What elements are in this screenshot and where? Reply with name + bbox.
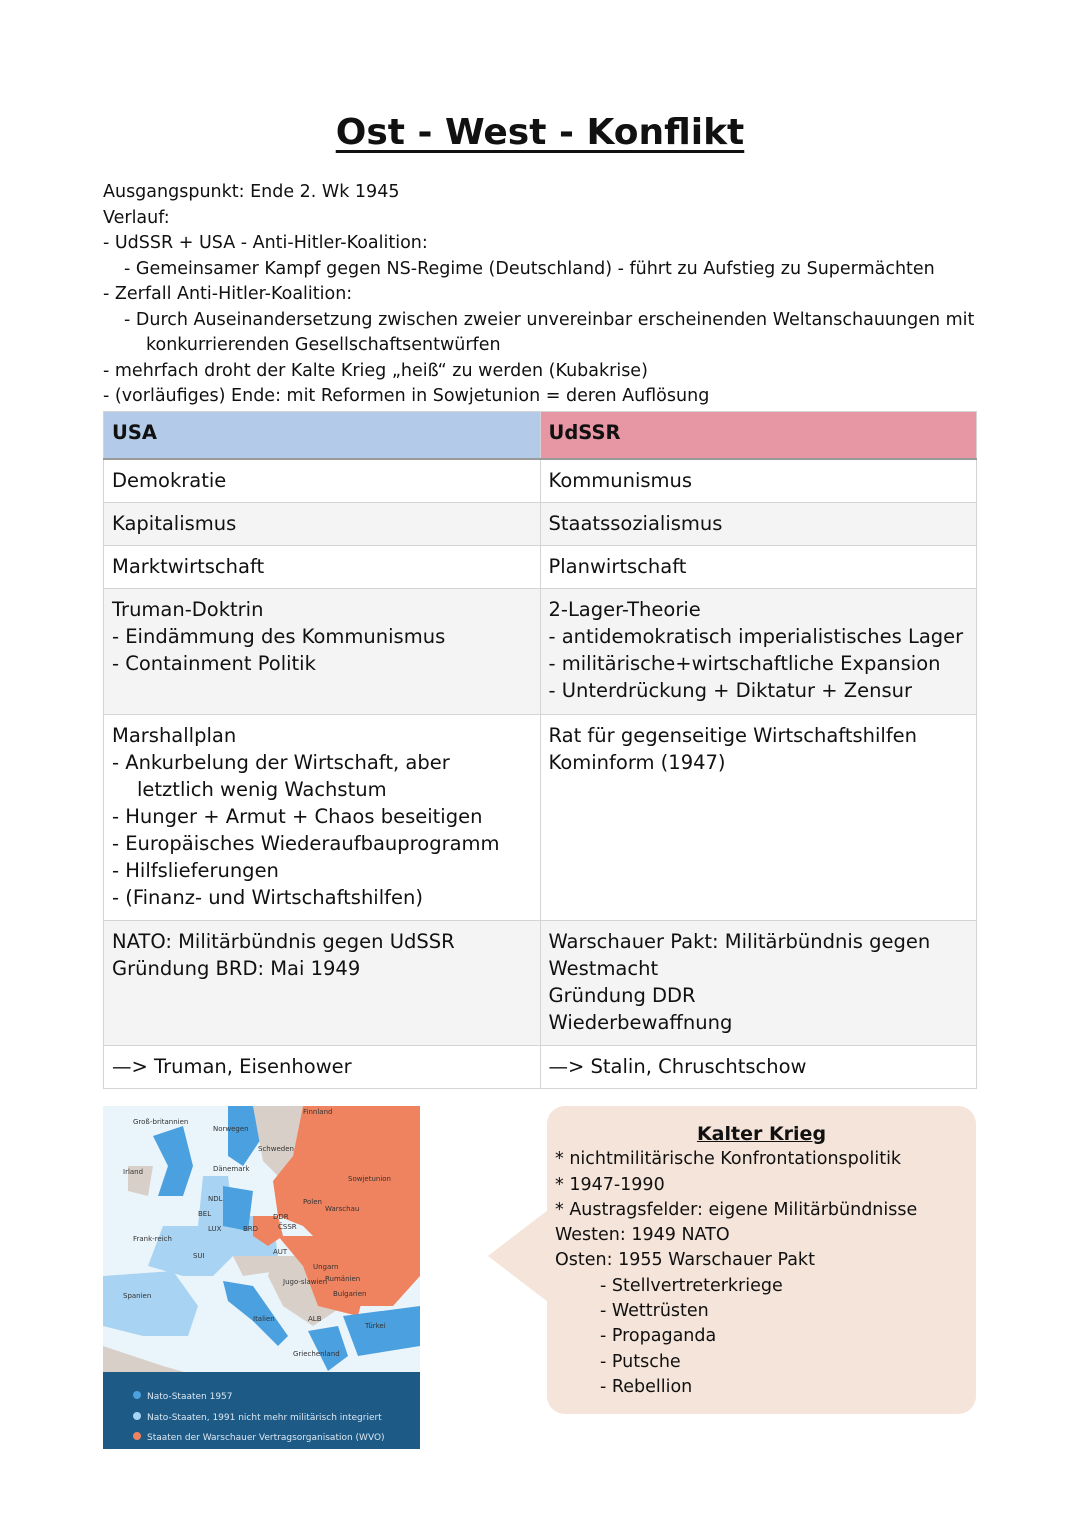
callout-line: * Austragsfelder: eigene Militärbündnisse	[555, 1199, 918, 1220]
cell-udssr	[540, 589, 977, 715]
table-row	[104, 715, 977, 921]
cell-udssr	[540, 921, 977, 1046]
cell-line: Warschauer Pakt: Militärbündnis gegen Westmacht	[548, 930, 931, 980]
start-line: Ausgangspunkt: Ende 2. Wk 1945	[103, 182, 400, 202]
map-label: SUI	[193, 1252, 205, 1260]
cell-line: - Europäisches Wiederaufbauprogramm	[112, 832, 500, 855]
header-udssr: UdSSR	[540, 412, 977, 460]
intro-item: - (vorläufiges) Ende: mit Reformen in Sowjetunion = deren Auflösung	[103, 386, 710, 406]
cell-usa	[104, 503, 541, 546]
cell-line: Gründung BRD: Mai 1949	[112, 957, 361, 980]
cell-line: Marshallplan	[112, 724, 237, 747]
map-label: Türkei	[365, 1322, 386, 1330]
map-label: Schweden	[258, 1145, 294, 1153]
map-label: Ungarn	[313, 1263, 339, 1271]
cell-line: - militärische+wirtschaftliche Expansion	[548, 652, 941, 675]
map-label: Norwegen	[213, 1125, 249, 1133]
table-row	[104, 503, 977, 546]
cell-line: - (Finanz- und Wirtschaftshilfen)	[112, 886, 423, 909]
cell-line: Kommunismus	[548, 469, 693, 492]
cell-line: —> Stalin, Chruschtschow	[548, 1055, 807, 1078]
callout-subitem: - Propaganda	[600, 1326, 717, 1347]
map-label: AUT	[273, 1248, 288, 1256]
cell-line: - Unterdrückung + Diktatur + Zensur	[548, 679, 913, 702]
cell-line: Rat für gegenseitige Wirtschaftshilfen	[548, 724, 918, 747]
legend-label: Staaten der Warschauer Vertragsorganisation (WVO)	[147, 1433, 385, 1443]
callout-subitem: - Putsche	[600, 1351, 681, 1372]
cell-udssr	[540, 715, 977, 921]
map-label: Finnland	[303, 1108, 333, 1116]
legend-item	[133, 1387, 385, 1408]
legend-item	[133, 1408, 385, 1429]
callout-pointer	[488, 1210, 548, 1302]
intro-text	[103, 180, 1080, 410]
callout-line: * 1947-1990	[555, 1174, 665, 1195]
legend-label: Nato-Staaten, 1991 nicht mehr militärisch integriert	[147, 1412, 382, 1423]
cell-line: Kapitalismus	[112, 512, 237, 535]
cell-line: Planwirtschaft	[548, 555, 687, 578]
europe-map	[103, 1106, 420, 1449]
kalter-krieg-callout	[547, 1106, 976, 1414]
map-label: LUX	[208, 1225, 222, 1233]
table-row	[104, 921, 977, 1046]
cell-usa	[104, 921, 541, 1046]
cell-usa	[104, 715, 541, 921]
table-row	[104, 459, 977, 503]
legend-swatch-icon	[133, 1412, 141, 1420]
map-label: Spanien	[123, 1292, 152, 1300]
table-row	[104, 1046, 977, 1089]
intro-item: - Gemeinsamer Kampf gegen NS-Regime (Deutschland) - führt zu Aufstieg zu Supermächten	[124, 258, 935, 279]
legend-swatch-icon	[133, 1432, 141, 1440]
map-label: Warschau	[325, 1205, 360, 1213]
map-label: Polen	[303, 1198, 322, 1206]
header-usa: USA	[104, 412, 541, 460]
intro-item: - UdSSR + USA - Anti-Hitler-Koalition:	[103, 233, 428, 253]
legend-item	[133, 1428, 385, 1449]
map-label: DDR	[273, 1213, 289, 1221]
legend-swatch-icon	[133, 1391, 141, 1399]
cell-line: Gründung DDR	[548, 984, 696, 1007]
map-label: Jugo-slawien	[283, 1278, 328, 1286]
cell-line: Truman-Doktrin	[112, 598, 264, 621]
cell-usa	[104, 1046, 541, 1089]
cell-udssr	[540, 1046, 977, 1089]
callout-subitem: - Rebellion	[600, 1376, 693, 1397]
cell-usa	[104, 459, 541, 503]
intro-item: - Durch Auseinandersetzung zwischen zweier unvereinbar erscheinenden Weltanschauungen mit konkurrierenden Gesellschaftsentwürfen	[124, 309, 975, 355]
map-label: ČSSR	[278, 1223, 297, 1231]
cell-line: - Eindämmung des Kommunismus	[112, 625, 446, 648]
cell-line: - antidemokratisch imperialistisches Lager	[548, 625, 964, 648]
map-label: Rumänien	[325, 1275, 361, 1283]
cell-line: Staatssozialismus	[548, 512, 723, 535]
map-label: Irland	[123, 1168, 144, 1176]
intro-item: - mehrfach droht der Kalte Krieg „heiß“ zu werden (Kubakrise)	[103, 360, 648, 381]
cell-udssr	[540, 503, 977, 546]
table-row	[104, 546, 977, 589]
intro-item: - Zerfall Anti-Hitler-Koalition:	[103, 284, 353, 304]
map-label: Sowjetunion	[348, 1175, 391, 1183]
cell-line: Marktwirtschaft	[112, 555, 265, 578]
map-label: Bulgarien	[333, 1290, 367, 1298]
cell-udssr	[540, 546, 977, 589]
cell-line: Kominform (1947)	[548, 751, 726, 774]
cell-line: Wiederbewaffnung	[548, 1011, 733, 1034]
page-title: Ost - West - Konflikt	[335, 112, 745, 153]
map-label: Italien	[253, 1315, 275, 1323]
callout-subitem: - Wettrüsten	[600, 1301, 709, 1322]
map-label: BRD	[243, 1225, 259, 1233]
cell-line: - Hilfslieferungen	[112, 859, 279, 882]
cell-usa	[104, 589, 541, 715]
callout-line: Westen: 1949 NATO	[555, 1225, 730, 1246]
cell-line: NATO: Militärbündnis gegen UdSSR	[112, 930, 455, 953]
cell-udssr	[540, 459, 977, 503]
cell-line: - Containment Politik	[112, 652, 316, 675]
map-label: Groß-britannien	[133, 1118, 189, 1126]
cell-line: - Ankurbelung der Wirtschaft, aber letztlich wenig Wachstum	[112, 751, 450, 801]
callout-line: * nichtmilitärische Konfrontationspolitik	[555, 1149, 902, 1170]
map-label: Griechenland	[293, 1350, 340, 1358]
map-label: Dänemark	[213, 1165, 250, 1173]
cell-line: Demokratie	[112, 469, 227, 492]
table-row	[104, 589, 977, 715]
cell-line: 2-Lager-Theorie	[548, 598, 701, 621]
comparison-table	[103, 411, 977, 1089]
cell-line: - Hunger + Armut + Chaos beseitigen	[112, 805, 483, 828]
map-label: BEL	[198, 1210, 212, 1218]
callout-subitem: - Stellvertreterkriege	[600, 1275, 783, 1296]
map-label: Frank-reich	[133, 1235, 172, 1243]
verlauf-label: Verlauf:	[103, 207, 170, 228]
callout-line: Osten: 1955 Warschauer Pakt	[555, 1250, 815, 1271]
callout-title: Kalter Krieg	[696, 1123, 827, 1145]
legend-label: Nato-Staaten 1957	[147, 1392, 233, 1402]
map-label: ALB	[308, 1315, 322, 1323]
map-label: NDL	[208, 1195, 223, 1203]
cell-usa	[104, 546, 541, 589]
cell-line: —> Truman, Eisenhower	[112, 1055, 352, 1078]
